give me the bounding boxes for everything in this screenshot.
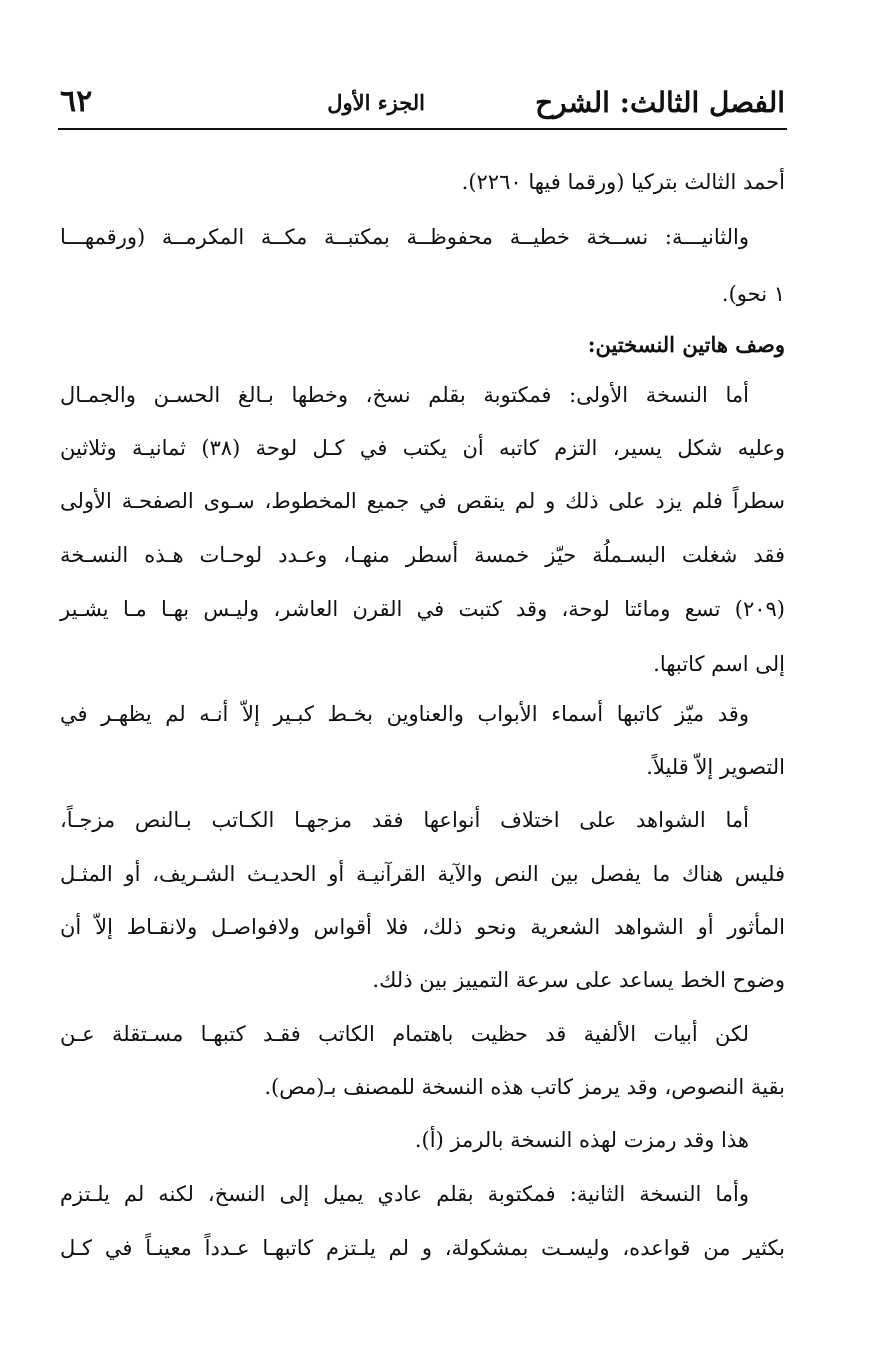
text-line: بقية النصوص، وقد يرمز كاتب هذه النسخة للمصنف بـ(مص).	[264, 1075, 785, 1099]
text-line: ١ نحو).	[721, 282, 785, 306]
text-line: أحمد الثالث بتركيا (ورقما فيها ٢٢٦٠).	[461, 170, 785, 194]
text-line: أما النسخة الأولى: فمكتوبة بقلم نسخ، وخطها بـالغ الحسـن والجمـال	[60, 383, 749, 407]
chapter-title: الفصل الثالث: الشرح	[535, 86, 785, 119]
text-line: إلى اسم كاتبها.	[653, 652, 785, 676]
page-header	[60, 70, 785, 128]
text-line: والثانيـــة: نســخة خطيــة محفوظــة بمكتبــة مكــة المكرمــة (ورقمهـــا	[60, 225, 749, 249]
text-line: سطراً فلم يزد على ذلك و لم ينقص في جميع المخطوط، سـوى الصفحـة الأولى	[60, 489, 785, 513]
page-number: ٦٢	[60, 84, 93, 119]
text-line: لكن أبيات الألفية قد حظيت باهتمام الكاتب فقـد كتبهـا مسـتقلة عـن	[60, 1022, 749, 1046]
text-line: وضوح الخط يساعد على سرعة التمييز بين ذلك.	[372, 968, 785, 992]
text-line: هذا وقد رمزت لهذه النسخة بالرمز (أ).	[414, 1128, 749, 1152]
section-heading: وصف هاتين النسختين:	[587, 332, 785, 357]
text-line: (٢٠٩) تسع ومائتا لوحة، وقد كتبت في القرن العاشر، وليـس بهـا مـا يشـير	[60, 597, 785, 621]
text-line: فليس هناك ما يفصل بين النص والآية القرآنيـة أو الحديـث الشـريف، أو المثـل	[60, 862, 785, 886]
text-line: بكثير من قواعده، وليسـت بمشكولة، و لم يلـتزم كاتبهـا عـدداً معينـاً في كـل	[60, 1236, 785, 1260]
text-line: فقد شغلت البسـملُة حيّز خمسة أسطر منهـا، وعـدد لوحـات هـذه النسـخة	[60, 543, 785, 567]
text-line: وقد ميّز كاتبها أسماء الأبواب والعناوين بخـط كبـير إلاّ أنـه لم يظهـر في	[60, 702, 749, 726]
text-line: التصوير إلاّ قليلاً.	[646, 755, 785, 779]
text-line: أما الشواهد على اختلاف أنواعها فقد مزجهـا الكـاتب بـالنص مزجـاً،	[60, 808, 749, 832]
header-rule	[58, 128, 787, 130]
text-line: وأما النسخة الثانية: فمكتوبة بقلم عادي يميل إلى النسخ، لكنه لم يلـتزم	[60, 1182, 749, 1206]
part-label: الجزء الأول	[327, 90, 425, 115]
text-line: المأثور أو الشواهد الشعرية ونحو ذلك، فلا أقواس ولافواصـل ولانقـاط إلاّ أن	[60, 915, 785, 939]
text-line: وعليه شكل يسير، التزم كاتبه أن يكتب في كـل لوحة (٣٨) ثمانيـة وثلاثين	[60, 436, 785, 460]
